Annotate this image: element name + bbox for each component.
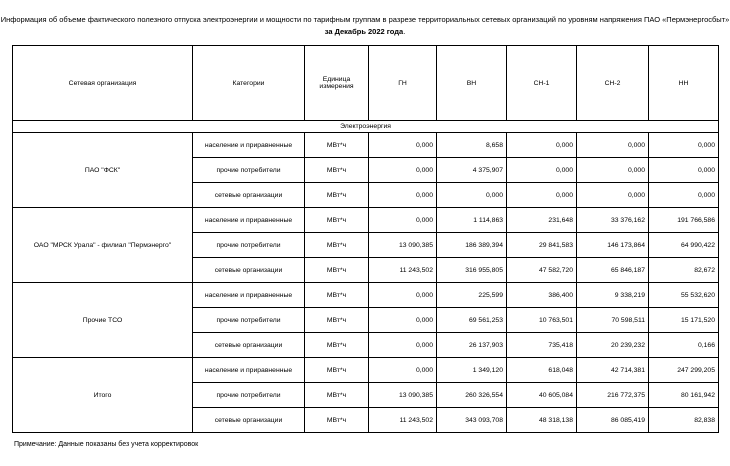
- gn-cell: 0,000: [369, 358, 437, 383]
- sn1-cell: 231,648: [507, 208, 577, 233]
- unit-cell: МВт*ч: [305, 308, 369, 333]
- nn-cell: 247 299,205: [649, 358, 719, 383]
- col-header-vn: ВН: [437, 46, 507, 121]
- nn-cell: 15 171,520: [649, 308, 719, 333]
- nn-cell: 82,838: [649, 408, 719, 433]
- unit-cell: МВт*ч: [305, 158, 369, 183]
- unit-cell: МВт*ч: [305, 383, 369, 408]
- col-header-unit-line2: измерения: [319, 83, 354, 90]
- unit-cell: МВт*ч: [305, 283, 369, 308]
- category-cell: население и приравненные: [193, 208, 305, 233]
- org-cell: ПАО "ФСК": [13, 133, 193, 208]
- gn-cell: 0,000: [369, 308, 437, 333]
- sn1-cell: 0,000: [507, 158, 577, 183]
- gn-cell: 0,000: [369, 333, 437, 358]
- sn2-cell: 42 714,381: [577, 358, 649, 383]
- nn-cell: 80 161,942: [649, 383, 719, 408]
- col-header-unit-line1: Единица: [322, 76, 351, 83]
- vn-cell: 225,599: [437, 283, 507, 308]
- sn1-cell: 48 318,138: [507, 408, 577, 433]
- unit-cell: МВт*ч: [305, 183, 369, 208]
- vn-cell: 8,658: [437, 133, 507, 158]
- section-row: [13, 121, 719, 133]
- unit-cell: МВт*ч: [305, 408, 369, 433]
- title-period: за Декабрь 2022 года: [324, 27, 404, 36]
- sn2-cell: 146 173,864: [577, 233, 649, 258]
- category-cell: сетевые организации: [193, 258, 305, 283]
- title-line-2: [0, 26, 730, 38]
- nn-cell: 64 990,422: [649, 233, 719, 258]
- sn1-cell: 47 582,720: [507, 258, 577, 283]
- category-cell: прочие потребители: [193, 158, 305, 183]
- category-cell: прочие потребители: [193, 233, 305, 258]
- unit-cell: МВт*ч: [305, 358, 369, 383]
- gn-cell: 0,000: [369, 183, 437, 208]
- report-title: [0, 14, 730, 38]
- category-cell: сетевые организации: [193, 183, 305, 208]
- gn-cell: 11 243,502: [369, 258, 437, 283]
- col-header-org: Сетевая организация: [13, 46, 193, 121]
- sn1-cell: 735,418: [507, 333, 577, 358]
- sn2-cell: 70 598,511: [577, 308, 649, 333]
- col-header-gn: ГН: [369, 46, 437, 121]
- gn-cell: 13 090,385: [369, 233, 437, 258]
- sn1-cell: 0,000: [507, 183, 577, 208]
- sn1-cell: 29 841,583: [507, 233, 577, 258]
- category-cell: население и приравненные: [193, 283, 305, 308]
- gn-cell: 0,000: [369, 158, 437, 183]
- org-cell: Прочие ТСО: [13, 283, 193, 358]
- col-header-category: Категории: [193, 46, 305, 121]
- sn2-cell: 86 085,419: [577, 408, 649, 433]
- gn-cell: 13 090,385: [369, 383, 437, 408]
- sn2-cell: 0,000: [577, 183, 649, 208]
- col-header-unit: [305, 46, 369, 121]
- footnote: Примечание: Данные показаны без учета корректировок: [14, 441, 199, 448]
- unit-cell: МВт*ч: [305, 258, 369, 283]
- vn-cell: 186 389,394: [437, 233, 507, 258]
- nn-cell: 0,000: [649, 183, 719, 208]
- sn2-cell: 0,000: [577, 158, 649, 183]
- table-row: [13, 283, 719, 308]
- sn2-cell: 33 376,162: [577, 208, 649, 233]
- org-cell: Итого: [13, 358, 193, 433]
- nn-cell: 55 532,620: [649, 283, 719, 308]
- sn1-cell: 618,048: [507, 358, 577, 383]
- sn2-cell: 0,000: [577, 133, 649, 158]
- table-row: [13, 133, 719, 158]
- gn-cell: 0,000: [369, 133, 437, 158]
- unit-cell: МВт*ч: [305, 133, 369, 158]
- sn1-cell: 386,400: [507, 283, 577, 308]
- table-row: [13, 358, 719, 383]
- vn-cell: 1 349,120: [437, 358, 507, 383]
- unit-cell: МВт*ч: [305, 233, 369, 258]
- category-cell: сетевые организации: [193, 333, 305, 358]
- category-cell: прочие потребители: [193, 383, 305, 408]
- vn-cell: 26 137,903: [437, 333, 507, 358]
- section-label: Электроэнергия: [13, 121, 719, 133]
- sn1-cell: 40 605,084: [507, 383, 577, 408]
- col-header-nn: НН: [649, 46, 719, 121]
- vn-cell: 343 093,708: [437, 408, 507, 433]
- report-table: [12, 45, 719, 433]
- unit-cell: МВт*ч: [305, 208, 369, 233]
- category-cell: сетевые организации: [193, 408, 305, 433]
- col-header-sn2: СН-2: [577, 46, 649, 121]
- category-cell: население и приравненные: [193, 133, 305, 158]
- col-header-sn1: СН-1: [507, 46, 577, 121]
- nn-cell: 0,000: [649, 158, 719, 183]
- nn-cell: 191 766,586: [649, 208, 719, 233]
- table-header-row: [13, 46, 719, 121]
- sn2-cell: 20 239,232: [577, 333, 649, 358]
- sn2-cell: 9 338,219: [577, 283, 649, 308]
- sn2-cell: 216 772,375: [577, 383, 649, 408]
- title-line-1: Информация об объеме фактического полезного отпуска электроэнергии и мощности по тарифным группам в разрезе территориальных сетевых организаций по уровням напряжения ПАО «Пермэнергосбыт»: [0, 15, 730, 24]
- unit-cell: МВт*ч: [305, 333, 369, 358]
- sn1-cell: 10 763,501: [507, 308, 577, 333]
- gn-cell: 11 243,502: [369, 408, 437, 433]
- org-cell: ОАО "МРСК Урала" - филиал "Пермэнерго": [13, 208, 193, 283]
- vn-cell: 69 561,253: [437, 308, 507, 333]
- sn2-cell: 65 846,187: [577, 258, 649, 283]
- vn-cell: 1 114,863: [437, 208, 507, 233]
- table-row: [13, 208, 719, 233]
- nn-cell: 82,672: [649, 258, 719, 283]
- gn-cell: 0,000: [369, 208, 437, 233]
- nn-cell: 0,166: [649, 333, 719, 358]
- nn-cell: 0,000: [649, 133, 719, 158]
- vn-cell: 4 375,907: [437, 158, 507, 183]
- vn-cell: 260 326,554: [437, 383, 507, 408]
- sn1-cell: 0,000: [507, 133, 577, 158]
- vn-cell: 0,000: [437, 183, 507, 208]
- vn-cell: 316 955,805: [437, 258, 507, 283]
- category-cell: прочие потребители: [193, 308, 305, 333]
- category-cell: население и приравненные: [193, 358, 305, 383]
- title-period-end: .: [403, 27, 406, 36]
- gn-cell: 0,000: [369, 283, 437, 308]
